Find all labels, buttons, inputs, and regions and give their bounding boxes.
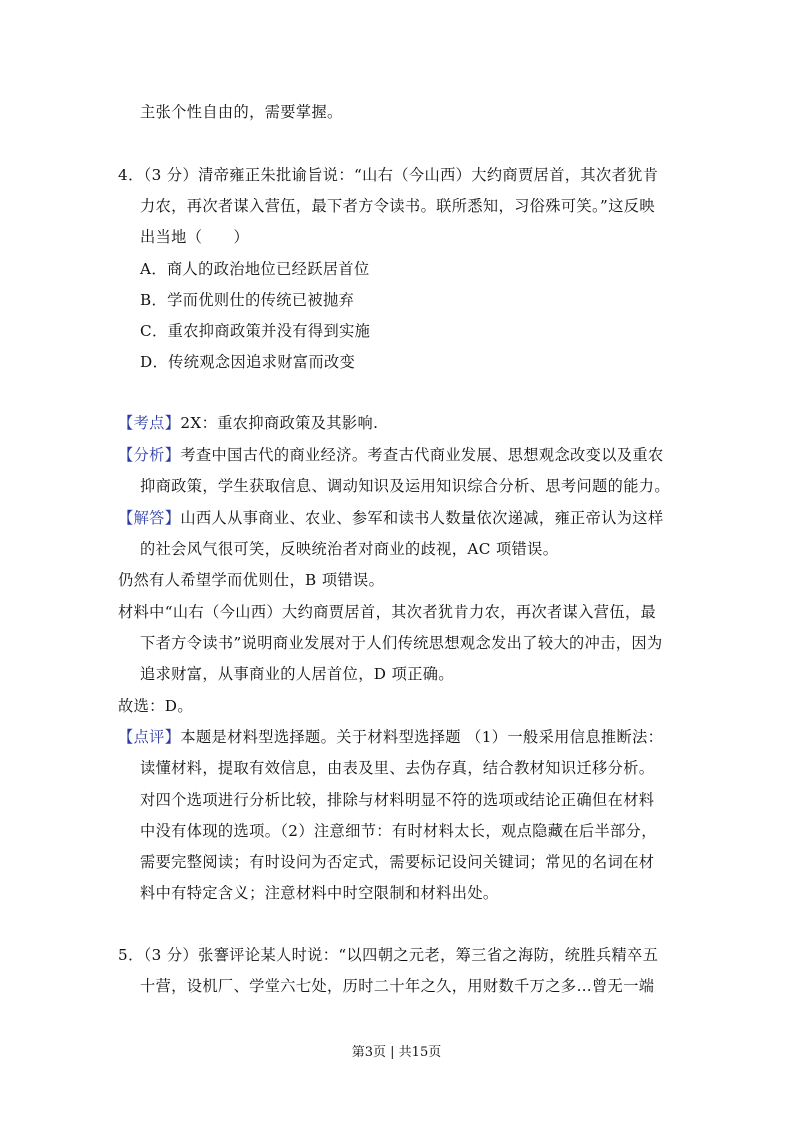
dianping-line-1 — [118, 727, 663, 747]
kaodian-text: 2X：重农抑商政策及其影响. — [180, 414, 379, 432]
dianping-line-6: 料中有特定含义；注意材料中时空限制和材料出处。 — [140, 884, 499, 902]
intro-tail: 主张个性自由的，需要掌握。 — [140, 103, 343, 121]
q4-option-b: B．学而优则仕的传统已被抛弃 — [140, 291, 355, 309]
jieda-tag: 【解答】 — [118, 509, 181, 527]
material-line-3: 追求财富，从事商业的人居首位，D 项正确。 — [140, 665, 454, 683]
dianping-line-2: 读懂材料，提取有效信息，由表及里、去伪存真，结合教材知识迁移分析。 — [140, 759, 655, 777]
jieda-line-1 — [118, 508, 664, 528]
b-option-line: 仍然有人希望学而优则仕，B 项错误。 — [118, 571, 385, 589]
jieda-line-2: 的社会风气很可笑，反映统治者对商业的歧视，AC 项错误。 — [140, 540, 559, 558]
fenxi-tag: 【分析】 — [118, 446, 181, 464]
kaodian-line — [118, 413, 378, 433]
fenxi-line-1 — [118, 445, 664, 465]
answer-line: 故选：D。 — [118, 697, 193, 715]
page-footer: 第3页 | 共15页 — [351, 1045, 442, 1060]
jieda-text-1: 山西人从事商业、农业、参军和读书人数量依次递减，雍正帝认为这样 — [180, 509, 664, 527]
material-line-2: 下者方令读书”说明商业发展对于人们传统思想观念发出了较大的冲击，因为 — [140, 634, 663, 652]
q4-option-c: C．重农抑商政策并没有得到实施 — [140, 322, 371, 340]
fenxi-line-2: 抑商政策，学生获取信息、调动知识及运用知识综合分析、思考问题的能力。 — [140, 477, 670, 495]
material-line-1: 材料中“山右（今山西）大约商贾居首，其次者犹肯力农，再次者谋入营伍，最 — [118, 603, 657, 621]
fenxi-text-1: 考查中国古代的商业经济。考查古代商业发展、思想观念改变以及重农 — [180, 446, 664, 464]
dianping-text-1: 本题是材料型选择题。关于材料型选择题 （1）一般采用信息推断法： — [180, 728, 664, 746]
dianping-tag: 【点评】 — [118, 728, 181, 746]
kaodian-tag: 【考点】 — [118, 414, 181, 432]
q4-option-d: D．传统观念因追求财富而改变 — [140, 353, 356, 371]
q5-stem-line-2: 十营，设机厂、学堂六七处，历时二十年之久，用财数千万之多…曾无一端 — [140, 977, 655, 995]
q4-option-a: A．商人的政治地位已经跃居首位 — [140, 260, 370, 278]
q4-stem-line-1: 4．（3 分）清帝雍正朱批谕旨说：“山右（今山西）大约商贾居首，其次者犹肯 — [118, 166, 659, 184]
dianping-line-3: 对四个选项进行分析比较，排除与材料明显不符的选项或结论正确但在材料 — [140, 791, 655, 809]
q4-stem-line-3: 出当地（ ） — [140, 228, 250, 246]
dianping-line-5: 需要完整阅读；有时设问为否定式，需要标记设问关键词；常见的名词在材 — [140, 853, 655, 871]
dianping-line-4: 中没有体现的选项。（2）注意细节：有时材料太长，观点隐藏在后半部分， — [140, 822, 657, 840]
q4-stem-line-2: 力农，再次者谋入营伍，最下者方令读书。联所悉知，习俗殊可笑。”这反映 — [140, 197, 655, 215]
q5-stem-line-1: 5．（3 分）张謇评论某人时说：“以四朝之元老，筹三省之海防，统胜兵精卒五 — [118, 946, 659, 964]
